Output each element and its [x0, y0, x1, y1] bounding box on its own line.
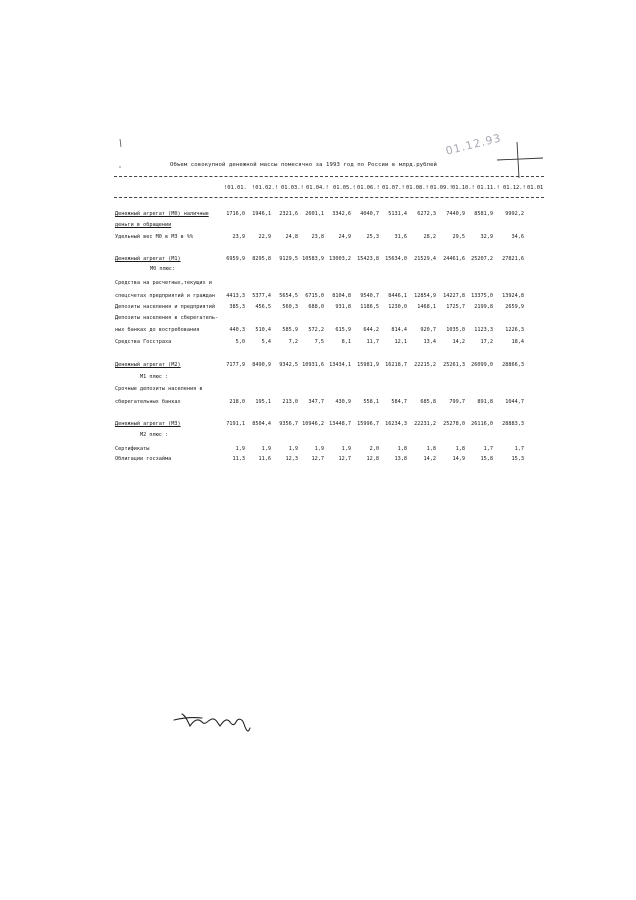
table-cell: 15,8 [480, 456, 493, 462]
table-cell: 5377,4 [252, 293, 271, 299]
table-cell: 558,1 [363, 399, 379, 405]
table-cell: 12,3 [285, 456, 298, 462]
table-cell: 688,0 [308, 304, 324, 310]
table-row [0, 211, 636, 220]
table-cell: 10946,2 [302, 421, 324, 427]
table-row [0, 293, 636, 302]
table-cell: 8490,9 [252, 362, 271, 368]
table-cell: 29,5 [452, 234, 465, 240]
table-cell: 1,9 [314, 446, 324, 452]
table-cell: 1,9 [235, 446, 245, 452]
table-cell: 1044,7 [505, 399, 524, 405]
table-cell: 1946,1 [252, 211, 271, 217]
table-cell: 13375,0 [471, 293, 493, 299]
table-cell: 24,9 [338, 234, 351, 240]
table-cell: 1035,0 [446, 327, 465, 333]
table-cell: 615,9 [335, 327, 351, 333]
table-cell: 644,2 [363, 327, 379, 333]
table-row [0, 386, 636, 395]
table-cell: 4413,3 [226, 293, 245, 299]
table-cell: 16218,7 [385, 362, 407, 368]
table-cell: 12,1 [394, 339, 407, 345]
table-cell: 1,8 [397, 446, 407, 452]
table-cell: 22215,2 [414, 362, 436, 368]
table-cell: 1,8 [426, 446, 436, 452]
column-header: 01.12.! [503, 185, 526, 191]
table-cell: 560,3 [282, 304, 298, 310]
handwritten-cross-mark [495, 140, 545, 180]
table-cell: 9342,5 [279, 362, 298, 368]
table-cell: 25,3 [366, 234, 379, 240]
table-cell: 10931,6 [302, 362, 324, 368]
table-cell: 4040,7 [360, 211, 379, 217]
table-row [0, 315, 636, 324]
row-label: Депозиты населения в сберегатель- [115, 315, 219, 321]
table-cell: 218,0 [229, 399, 245, 405]
table-cell: 7191,1 [226, 421, 245, 427]
row-label: Денежный агрегат (М0) наличные [115, 211, 209, 217]
table-cell: 13924,8 [502, 293, 524, 299]
table-cell: 510,4 [255, 327, 271, 333]
table-cell: 12,7 [338, 456, 351, 462]
column-header: 01.09.! [430, 185, 453, 191]
row-label: Срочные депозиты населения в [115, 386, 203, 392]
column-header: 01.08.! [406, 185, 429, 191]
table-cell: 1,9 [288, 446, 298, 452]
table-cell: 27821,6 [502, 256, 524, 262]
row-label: Удельный вес М0 в М3 в %% [115, 234, 194, 240]
rule-top [114, 176, 544, 177]
table-cell: 34,6 [511, 234, 524, 240]
table-cell: 7,5 [314, 339, 324, 345]
table-cell: 16234,3 [385, 421, 407, 427]
table-cell: 15996,7 [357, 421, 379, 427]
table-cell: 385,3 [229, 304, 245, 310]
table-cell: 25278,0 [443, 421, 465, 427]
table-cell: 1,7 [514, 446, 524, 452]
table-cell: 430,9 [335, 399, 351, 405]
table-row [0, 432, 636, 441]
table-cell: 14,2 [452, 339, 465, 345]
row-label: сберегательных банках [115, 399, 181, 405]
table-cell: 28883,3 [502, 421, 524, 427]
table-cell: 23,9 [232, 234, 245, 240]
document-title: Объем совокупной денежной массы помесячно за 1993 год по России в млрд.рублей [170, 162, 438, 168]
table-cell: 13,4 [423, 339, 436, 345]
table-cell: 12,7 [311, 456, 324, 462]
table-cell: 9129,5 [279, 256, 298, 262]
row-label: Депозиты населения и предприятий [115, 304, 215, 310]
table-cell: 2199,8 [474, 304, 493, 310]
row-label: ных банках до востребования [115, 327, 200, 333]
table-cell: 931,8 [335, 304, 351, 310]
table-cell: 1123,3 [474, 327, 493, 333]
table-cell: 13003,2 [329, 256, 351, 262]
table-cell: 22,9 [258, 234, 271, 240]
table-cell: 920,7 [420, 327, 436, 333]
table-cell: 1226,3 [505, 327, 524, 333]
table-cell: 13,8 [394, 456, 407, 462]
table-cell: 25261,3 [443, 362, 465, 368]
table-row [0, 362, 636, 371]
table-row [0, 399, 636, 408]
table-row [0, 446, 636, 455]
table-cell: 7440,9 [446, 211, 465, 217]
table-cell: 18,4 [511, 339, 524, 345]
table-cell: 6715,0 [305, 293, 324, 299]
table-cell: 2321,6 [279, 211, 298, 217]
row-label: деньги в обращении [115, 222, 172, 228]
table-cell: 5131,4 [388, 211, 407, 217]
table-cell: 7,2 [288, 339, 298, 345]
table-cell: 14,9 [452, 456, 465, 462]
table-row [0, 456, 636, 465]
table-cell: 9540,7 [360, 293, 379, 299]
table-cell: 1230,0 [388, 304, 407, 310]
table-row [0, 256, 636, 265]
table-cell: 685,8 [420, 399, 436, 405]
table-cell: 11,3 [232, 456, 245, 462]
table-cell: 6959,9 [226, 256, 245, 262]
rule-under-header [114, 197, 544, 198]
table-cell: 22231,2 [414, 421, 436, 427]
table-cell: 3342,6 [332, 211, 351, 217]
table-cell: 2601,1 [305, 211, 324, 217]
table-cell: 1716,0 [226, 211, 245, 217]
table-cell: 456,5 [255, 304, 271, 310]
table-cell: 347,7 [308, 399, 324, 405]
table-cell: 26099,0 [471, 362, 493, 368]
table-cell: 5654,5 [279, 293, 298, 299]
table-cell: 14227,8 [443, 293, 465, 299]
table-cell: 5,4 [261, 339, 271, 345]
table-cell: 15423,8 [357, 256, 379, 262]
table-cell: 15634,0 [385, 256, 407, 262]
table-cell: 1725,7 [446, 304, 465, 310]
table-row [0, 266, 636, 275]
table-cell: 1,9 [261, 446, 271, 452]
table-cell: 9356,7 [279, 421, 298, 427]
table-cell: 6272,3 [417, 211, 436, 217]
column-header: 01.03.! [281, 185, 304, 191]
table-cell: 24461,6 [443, 256, 465, 262]
table-cell: 5,0 [235, 339, 245, 345]
table-cell: 585,9 [282, 327, 298, 333]
table-cell: 891,8 [477, 399, 493, 405]
table-cell: 213,0 [282, 399, 298, 405]
table-row [0, 421, 636, 430]
column-header: 01.05.! [333, 185, 356, 191]
table-cell: 32,9 [480, 234, 493, 240]
scan-speck-1 [118, 138, 124, 148]
table-cell: 12,8 [366, 456, 379, 462]
table-cell: 1468,1 [417, 304, 436, 310]
table-cell: 13448,7 [329, 421, 351, 427]
column-header: 01.06.! [357, 185, 380, 191]
table-cell: 17,2 [480, 339, 493, 345]
row-label: М1 плюс : [140, 374, 169, 380]
table-cell: 24,8 [285, 234, 298, 240]
table-cell: 572,2 [308, 327, 324, 333]
column-header: !01.01. [224, 185, 247, 191]
table-row [0, 234, 636, 243]
column-header: 01.01 [527, 185, 544, 191]
row-label: М0 плюс: [150, 266, 175, 272]
table-cell: 8504,4 [252, 421, 271, 427]
table-cell: 23,8 [311, 234, 324, 240]
table-cell: 8581,9 [474, 211, 493, 217]
table-cell: 195,1 [255, 399, 271, 405]
row-label: Сертификаты [115, 446, 150, 452]
table-cell: 14,2 [423, 456, 436, 462]
table-cell: 814,4 [391, 327, 407, 333]
table-cell: 15981,9 [357, 362, 379, 368]
table-row [0, 339, 636, 348]
table-cell: 7177,9 [226, 362, 245, 368]
table-cell: 1,8 [455, 446, 465, 452]
column-header: 01.07.! [382, 185, 405, 191]
table-cell: 28,2 [423, 234, 436, 240]
table-cell: 2659,9 [505, 304, 524, 310]
table-row [0, 327, 636, 336]
column-header: 01.10.! [452, 185, 475, 191]
table-cell: 26116,0 [471, 421, 493, 427]
table-cell: 11,6 [258, 456, 271, 462]
table-row [0, 280, 636, 289]
table-cell: 9992,2 [505, 211, 524, 217]
table-cell: 12854,9 [414, 293, 436, 299]
table-cell: 21529,4 [414, 256, 436, 262]
table-cell: 1186,5 [360, 304, 379, 310]
table-cell: 31,6 [394, 234, 407, 240]
table-cell: 1,7 [483, 446, 493, 452]
scan-speck-2 [118, 165, 122, 169]
row-label: Денежный агрегат (М1) [115, 256, 181, 262]
row-label: Денежный агрегат (М2) [115, 362, 181, 368]
table-cell: 15,3 [511, 456, 524, 462]
table-cell: 25207,2 [471, 256, 493, 262]
table-row [0, 374, 636, 383]
pencil-annotation: 01.12.93 [444, 131, 503, 158]
table-cell: 8295,8 [252, 256, 271, 262]
table-cell: 8104,8 [332, 293, 351, 299]
row-label: Средства на расчетных,текущих и [115, 280, 212, 286]
row-label: Денежный агрегат (М3) [115, 421, 181, 427]
column-header: !01.02.! [252, 185, 278, 191]
row-label: Облигации госзайма [115, 456, 172, 462]
table-cell: 1,9 [341, 446, 351, 452]
table-cell: 11,7 [366, 339, 379, 345]
table-cell: 13434,1 [329, 362, 351, 368]
table-row [0, 222, 636, 231]
row-label: Средства Госстраха [115, 339, 172, 345]
row-label: спецсчетах предприятий и граждан [115, 293, 215, 299]
table-cell: 584,7 [391, 399, 407, 405]
table-cell: 8446,1 [388, 293, 407, 299]
handwritten-signature [172, 706, 262, 736]
table-cell: 10583,9 [302, 256, 324, 262]
table-cell: 440,3 [229, 327, 245, 333]
table-cell: 28866,3 [502, 362, 524, 368]
table-cell: 8,1 [341, 339, 351, 345]
table-cell: 2,0 [369, 446, 379, 452]
column-header: 01.11.! [477, 185, 500, 191]
table-cell: 799,7 [449, 399, 465, 405]
row-label: М2 плюс : [140, 432, 169, 438]
column-header: 01.04.! [306, 185, 329, 191]
table-row [0, 304, 636, 313]
